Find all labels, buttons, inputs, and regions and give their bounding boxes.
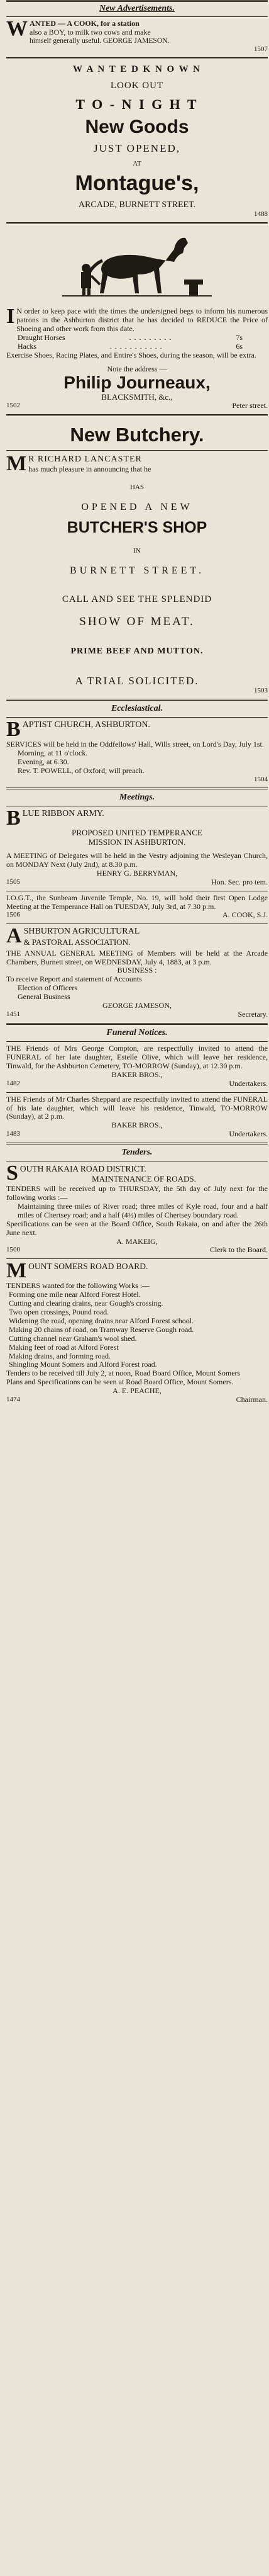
- ad-south-rakaia: [6, 1161, 268, 1258]
- ad-line: A. E. PEACHE,: [113, 1386, 162, 1396]
- dropcap: S: [6, 1161, 18, 1185]
- price-row: Hacks . . . . . . . . . . . 6s: [18, 341, 243, 351]
- ad-number: 1483: [6, 1130, 20, 1138]
- ad-line: MISSION IN ASHBURTON.: [88, 837, 186, 847]
- ad-line: has much pleasure in announcing that he: [28, 464, 151, 473]
- ad-text: Specifications can be seen at the Board Office, South Rakaia, on and after the 26th June next.: [6, 1219, 268, 1237]
- ad-line: SHOW OF MEAT.: [79, 615, 195, 629]
- ad-footer: [6, 878, 268, 887]
- section-new-advertisements: New Advertisements.: [99, 4, 175, 13]
- ad-blue-ribbon-army: [6, 806, 268, 891]
- ad-line: A TRIAL SOLICITED.: [75, 674, 199, 687]
- ad-funeral-sheppard: [6, 1093, 268, 1143]
- ad-text: A MEETING of Delegates will be held in the Vestry adjoining the Wesleyan Church, on MONDAY Next (July 2nd), at 8.30 p.m.: [6, 850, 268, 869]
- ad-footer: [6, 1010, 268, 1019]
- works-item: Making feet of road at Alford Forest: [9, 1342, 119, 1352]
- ad-line: BAKER BROS.,: [111, 1121, 163, 1130]
- ad-line: BURNETT STREET.: [70, 565, 204, 576]
- ad-line: Hon. Sec. pro tem.: [211, 877, 268, 886]
- dropcap: A: [6, 924, 22, 948]
- ad-number: 1500: [6, 1246, 20, 1254]
- ad-line: General Business: [18, 992, 70, 1002]
- ad-line: BUSINESS :: [117, 966, 157, 975]
- works-item: Widening the road, opening drains near Alford Forest school.: [9, 1316, 194, 1325]
- ad-text: Plans and Specifications can be seen at Road Board Office, Mount Somers.: [6, 1377, 234, 1387]
- ad-number: 1482: [6, 1079, 20, 1087]
- ad-line: PROPOSED UNITED TEMPERANCE: [72, 827, 202, 837]
- ad-line: ARCADE, BURNETT STREET.: [78, 200, 196, 210]
- section-funeral-notices: Funeral Notices.: [106, 1027, 168, 1037]
- ad-number: 1504: [254, 775, 268, 783]
- ad-line: APTIST CHURCH, ASHBURTON.: [22, 720, 150, 730]
- ad-footer: [6, 402, 268, 410]
- ad-footer: [6, 1130, 268, 1139]
- ad-line: ANTED — A COOK, for a station: [30, 19, 140, 28]
- ad-line: Morning, at 11 o'clock.: [18, 749, 88, 758]
- ad-line: Evening, at 6.30.: [18, 757, 69, 767]
- ad-text: To receive Report and statement of Accounts: [6, 974, 142, 984]
- ad-baptist-church: [6, 718, 268, 787]
- ad-line: Peter street.: [232, 400, 268, 410]
- ad-line: New Goods: [85, 116, 189, 138]
- ad-text: Exercise Shoes, Racing Plates, and Entire's Shoes, during the season, will be extra.: [6, 350, 256, 359]
- ad-line: BLACKSMITH, &c.,: [101, 392, 173, 402]
- ad-number: 1488: [254, 210, 268, 218]
- ad-wanted-cook: [6, 17, 268, 57]
- ad-line: HAS: [129, 483, 144, 492]
- ad-heading: W A N T E D K N O W N: [73, 64, 201, 75]
- ad-line: PRIME BEEF AND MUTTON.: [70, 647, 204, 657]
- ad-mount-somers: [6, 1259, 268, 1408]
- section-ecclesiastical: Ecclesiastical.: [111, 704, 163, 714]
- dropcap: M: [6, 452, 27, 476]
- ad-line: JUST OPENED,: [94, 142, 180, 154]
- ad-new-butchery: [6, 416, 268, 699]
- works-item: Making 20 chains of road, on Tramway Reserve Gough road.: [9, 1325, 194, 1334]
- ad-line: & PASTORAL ASSOCIATION.: [23, 937, 131, 947]
- ad-footer: [6, 911, 268, 920]
- works-item: Cutting and clearing drains, near Gough's crossing.: [9, 1299, 163, 1308]
- ad-line: Note the address —: [107, 364, 167, 373]
- ad-text: N order to keep pace with the times the undersigned begs to inform his numerous patrons in the Ashburton district that he has decided to REDUCE the Price of Shoeing and other work from this date.: [16, 307, 268, 333]
- ad-name: Philip Journeaux,: [63, 373, 211, 393]
- ad-line: HENRY G. BERRYMAN,: [96, 868, 178, 878]
- ad-line: AT: [133, 159, 141, 167]
- section-tenders: Tenders.: [121, 1148, 153, 1158]
- ad-line: GEORGE JAMESON,: [102, 1001, 172, 1010]
- price-label: Hacks: [18, 341, 36, 351]
- ad-text: TENDERS will be received up to THURSDAY, the 5th day of July next for the following works :—: [6, 1184, 268, 1202]
- ad-text: Maintaining three miles of River road; three miles of Kyle road, four and a half miles of Chertsey road; and a half (4½) miles of Chertsey boundary road.: [18, 1201, 268, 1219]
- ad-number: 1503: [254, 687, 268, 695]
- ad-line: LUE RIBBON ARMY.: [22, 808, 104, 818]
- dropcap: I: [6, 305, 15, 329]
- dropcap: B: [6, 718, 21, 742]
- ad-line: Clerk to the Board.: [210, 1245, 268, 1255]
- dropcap: W: [6, 17, 28, 41]
- works-item: Two open crossings, Pound road.: [9, 1308, 109, 1316]
- dropcap: M: [6, 1259, 27, 1283]
- ad-footer: [6, 1396, 268, 1404]
- ad-text: THE ANNUAL GENERAL MEETING of Members will be held at the Arcade Chambers, Burnett street, on WEDNESDAY, July 4, 1883, at 3 p.m.: [6, 948, 268, 966]
- ad-line: himself generally useful. GEORGE JAMESON.: [30, 37, 170, 45]
- ad-line: LOOK OUT: [110, 80, 164, 91]
- ad-line: Montague's,: [75, 171, 199, 196]
- ad-text: THE Friends of Mr Charles Sheppard are respectfully invited to attend the FUNERAL of his late daughter, which will leave his residence, Tinwald, TO-MORROW (Sunday), at 2 p.m.: [6, 1094, 268, 1121]
- ad-line: Undertakers.: [229, 1078, 268, 1088]
- ad-text: SERVICES will be held in the Oddfellows' Hall, Wills street, on Lord's Day, July 1st.: [6, 740, 264, 749]
- ad-number: 1505: [6, 878, 20, 886]
- ad-line: Election of Officers: [18, 983, 78, 993]
- ad-text: Tenders to be received till July 2, at noon, Road Board Office, Mount Somers: [6, 1369, 241, 1378]
- price-row: Draught Horses . . . . . . . . . 7s: [18, 332, 243, 342]
- works-item: Making drains, and forming road.: [9, 1351, 111, 1360]
- ad-text: TENDERS wanted for the following Works :—: [6, 1281, 150, 1291]
- ad-line: CALL AND SEE THE SPLENDID: [62, 594, 212, 605]
- section-meetings: Meetings.: [119, 792, 155, 802]
- price-value: 7s: [236, 332, 243, 342]
- ad-number: 1502: [6, 401, 20, 409]
- ad-funeral-compton: [6, 1042, 268, 1092]
- ad-paragraph: [6, 307, 268, 334]
- ad-line: Chairman.: [236, 1395, 268, 1404]
- ad-line: SHBURTON AGRICULTURAL: [23, 927, 140, 937]
- ad-line: Undertakers.: [229, 1129, 268, 1139]
- ad-number: 1451: [6, 1010, 20, 1018]
- ad-line: Secretary.: [238, 1009, 268, 1019]
- ad-iogt: [6, 891, 268, 924]
- ad-line: OUNT SOMERS ROAD BOARD.: [28, 1262, 148, 1272]
- price-label: Draught Horses: [18, 332, 65, 342]
- ad-line: R RICHARD LANCASTER: [28, 455, 142, 465]
- horse-shoeing-illustration-icon: [58, 230, 216, 305]
- ad-footer: [6, 1080, 268, 1088]
- ad-text: THE Friends of Mrs George Compton, are respectfully invited to attend the FUNERAL of her late daughter, Estelle Olive, which will leave her residence, Tinwald, for the Ashburton Cemetery, TO-MORROW (Sunday), at 12.30 p.m.: [6, 1044, 268, 1070]
- works-item: Cutting channel near Graham's wool shed.: [9, 1333, 137, 1343]
- ad-number: 1506: [6, 911, 20, 919]
- dropcap: B: [6, 806, 21, 830]
- ad-text: I.O.G.T., the Sunbeam Juvenile Temple, No. 19, will hold their first Open Lodge Meeting at the Temperance Hall on TUESDAY, July 3rd, at 7.30 p.m.: [6, 893, 268, 911]
- ad-line: OPENED A NEW: [81, 502, 193, 513]
- ad-number: 1474: [6, 1396, 20, 1404]
- ad-footer: [6, 1246, 268, 1255]
- ad-line: A. COOK, S.J.: [222, 910, 268, 920]
- ad-journeaux: [6, 224, 268, 414]
- ad-line: A. MAKEIG,: [116, 1236, 158, 1246]
- ad-line: also a BOY, to milk two cows and make: [30, 28, 151, 37]
- ad-line: T O - N I G H T: [75, 96, 199, 112]
- ad-line: Rev. T. POWELL, of Oxford, will preach.: [18, 766, 145, 776]
- ad-line: IN: [133, 546, 141, 555]
- ad-title: New Butchery.: [70, 423, 204, 446]
- ad-line: BUTCHER'S SHOP: [67, 518, 207, 536]
- price-value: 6s: [236, 341, 243, 351]
- ad-line: MAINTENANCE OF ROADS.: [92, 1174, 196, 1184]
- works-item: Shingling Mount Somers and Alford Forest road.: [9, 1360, 157, 1369]
- works-item: Forming one mile near Alford Forest Hotel.: [9, 1290, 141, 1299]
- ad-line: BAKER BROS.,: [111, 1070, 163, 1079]
- ad-montagues: [6, 59, 268, 222]
- ad-line: OUTH RAKAIA ROAD DISTRICT.: [19, 1164, 146, 1174]
- ad-agricultural-association: [6, 924, 268, 1023]
- ad-number: 1507: [254, 45, 268, 54]
